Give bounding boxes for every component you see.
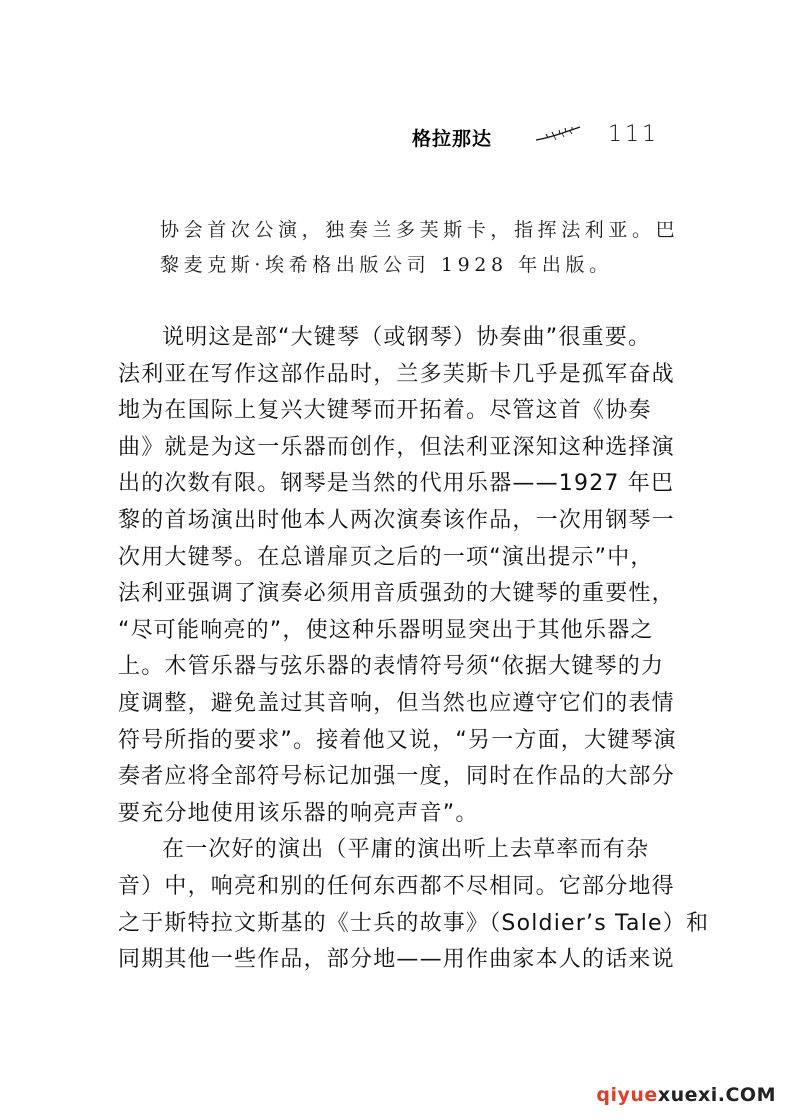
text-line: 之于斯特拉文斯基的《士兵的故事》（Soldier’s Tale）和: [118, 910, 710, 936]
text-line: 次用大键琴。在总谱扉页之后的一项“演出提示”中，: [118, 544, 654, 570]
text-line: “尽可能响亮的”，使这种乐器明显突出于其他乐器之: [118, 617, 654, 643]
text-line: 上。木管乐器与弦乐器的表情符号须“依据大键琴的力: [118, 654, 665, 680]
site-watermark: [596, 1084, 776, 1106]
chapter-title: 格拉那达: [412, 128, 493, 150]
main-text: [118, 320, 710, 979]
text-line: 出的次数有限。钢琴是当然的代用乐器——1927 年巴: [118, 471, 675, 497]
running-header: [412, 124, 662, 154]
note-line: 黎麦克斯·埃希格出版公司 1928 年出版。: [160, 254, 613, 276]
text-line: 黎的首场演出时他本人两次演奏该作品，一次用钢琴一: [118, 507, 675, 533]
text-line: 说明这是部“大键琴（或钢琴）协奏曲”很重要。: [162, 325, 652, 350]
page-number: 111: [608, 122, 659, 147]
watermark-suffix: xuexi.COM: [657, 1084, 776, 1106]
text-line: 同期其他一些作品，部分地——用作曲家本人的话来说: [118, 947, 675, 973]
text-line: 法利亚在写作这部作品时，兰多芙斯卡几乎是孤军奋战: [118, 361, 675, 387]
text-line: 曲》就是为这一乐器而创作，但法利亚深知这种选择演: [118, 434, 675, 460]
text-line: 音）中，响亮和别的任何东西都不尽相同。它部分地得: [118, 873, 675, 899]
text-line: 地为在国际上复兴大键琴而开拓着。尽管这首《协奏: [118, 398, 652, 424]
text-line: 在一次好的演出（平庸的演出听上去草率而有杂: [162, 837, 650, 863]
text-line: 度调整，避免盖过其音响，但当然也应遵守它们的表情: [118, 690, 675, 716]
note-line: 协会首次公演，独奏兰多芙斯卡，指挥法利亚。巴: [160, 219, 680, 241]
watermark-prefix: qiyue: [596, 1084, 658, 1106]
text-line: 法利亚强调了演奏必须用音质强劲的大键琴的重要性，: [118, 581, 675, 607]
text-line: 要充分地使用该乐器的响亮声音”。: [118, 800, 479, 826]
text-line: 符号所指的要求”。接着他又说，“另一方面，大键琴演: [118, 727, 677, 753]
feather-flourish-icon: [534, 126, 582, 146]
footnote-block: [160, 213, 680, 283]
text-line: 奏者应将全部符号标记加强一度，同时在作品的大部分: [118, 764, 675, 790]
